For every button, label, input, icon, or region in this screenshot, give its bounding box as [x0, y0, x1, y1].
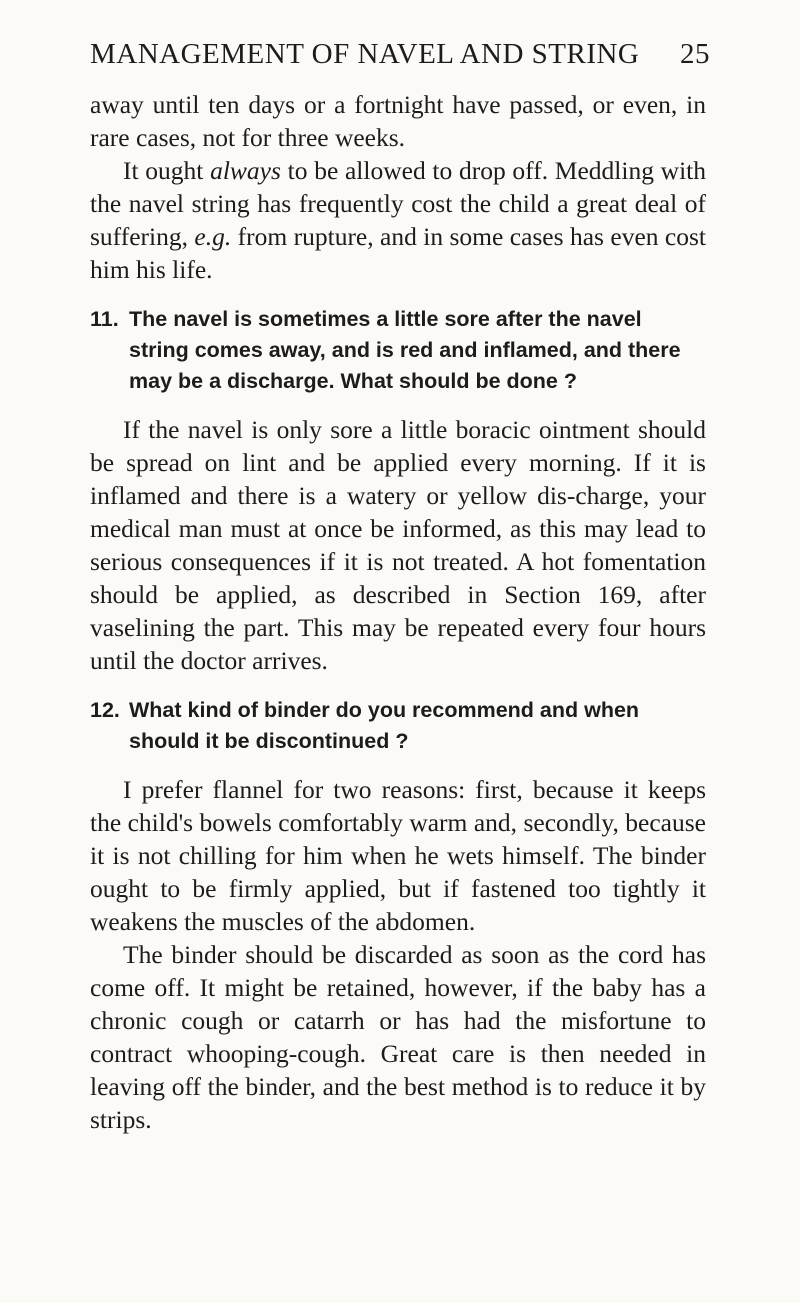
running-title: MANAGEMENT OF NAVEL AND STRING — [90, 38, 640, 70]
paragraph-text: from rupture, and in some cases has even cost him his life. — [90, 222, 706, 284]
emphasis-always: always — [210, 156, 281, 185]
question-12 — [90, 695, 706, 757]
body-text — [90, 88, 706, 1136]
paragraph-continuation: away until ten days or a fortnight have passed, or even, in rare cases, not for three weeks. — [90, 90, 706, 152]
question-text: The navel is sometimes a little sore after the navel string comes away, and is red and inflamed, and there may be a discharge. What should be done ? — [129, 307, 681, 393]
paragraph-text: to be allowed to drop off. Meddling with the navel string has frequently cost the child a great deal of suffering, — [90, 156, 706, 251]
emphasis-eg: e.g. — [194, 222, 232, 251]
page-number: 25 — [680, 38, 710, 70]
question-number: 12. — [90, 698, 120, 722]
question-11 — [90, 304, 706, 397]
answer-12-paragraph-1: I prefer flannel for two reasons: first, because it keeps the child's bowels comfortably warm and, secondly, because it is not chilling for him when he wets himself. The binder ought to be firmly applied, but if fastened too tightly it weakens the muscles of the abdomen. — [90, 775, 706, 936]
question-number: 11. — [90, 307, 119, 331]
answer-12-paragraph-2: The binder should be discarded as soon as the cord has come off. It might be retained, however, if the baby has a chronic cough or catarrh or has had the misfortune to contract whooping-cough. Great care is then needed in leaving off the binder, and the best method is to reduce it by strips. — [90, 940, 706, 1134]
paragraph-text: It ought — [123, 156, 211, 185]
running-header — [90, 38, 710, 71]
question-text: What kind of binder do you recommend and when should it be discontinued ? — [129, 698, 640, 753]
paragraph-drop-off — [90, 154, 706, 286]
answer-11: If the navel is only sore a little boracic ointment should be spread on lint and be applied every morning. If it is inflamed and there is a watery or yellow dis-charge, your medical man must at once be informed, as this may lead to serious consequences if it is not treated. A hot fomentation should be applied, as described in Section 169, after vaselining the part. This may be repeated every four hours until the doctor arrives. — [90, 415, 706, 675]
